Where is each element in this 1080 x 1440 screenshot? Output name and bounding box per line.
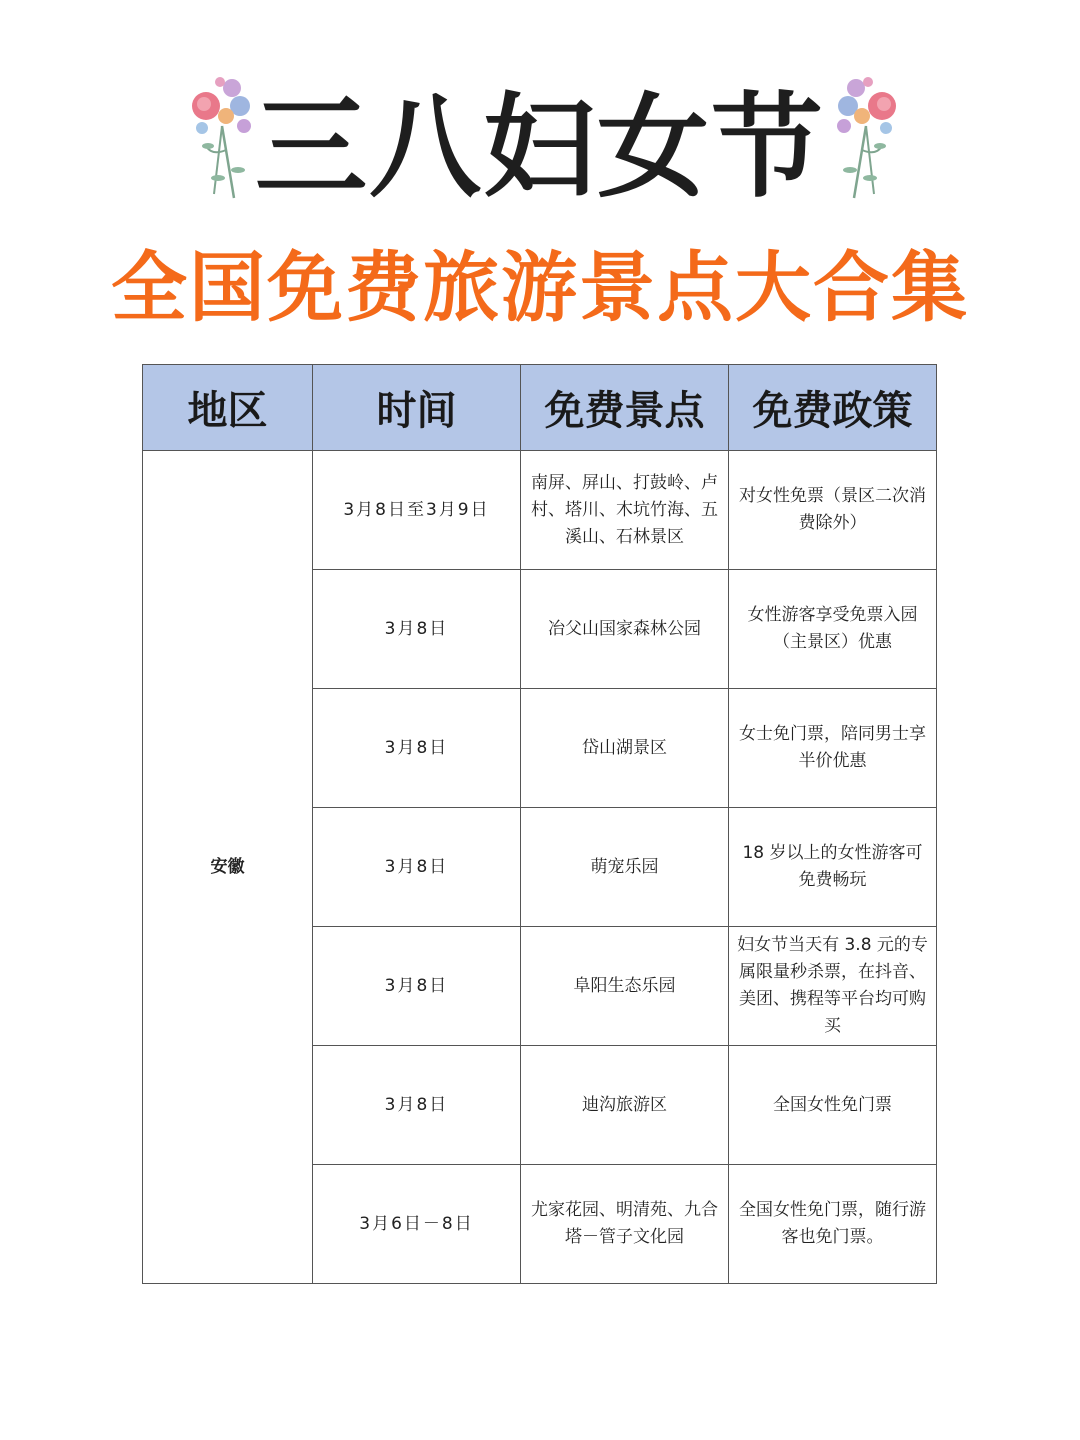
column-header-time: 时间 [313,365,521,451]
table-row [143,451,937,570]
spot-cell: 南屏、屏山、打鼓岭、卢村、塔川、木坑竹海、五溪山、石林景区 [521,451,729,570]
policy-cell: 女性游客享受免票入园（主景区）优惠 [729,570,937,689]
spot-cell: 岱山湖景区 [521,689,729,808]
free-attractions-table [142,364,937,1284]
policy-cell: 对女性免票（景区二次消费除外） [729,451,937,570]
spot-cell: 萌宠乐园 [521,808,729,927]
date-cell: 3月8日 [313,808,521,927]
spot-cell: 迪沟旅游区 [521,1046,729,1165]
column-header-region: 地区 [143,365,313,451]
date-cell: 3月8日 [313,927,521,1046]
policy-cell: 全国女性免门票，随行游客也免门票。 [729,1165,937,1284]
spot-cell: 阜阳生态乐园 [521,927,729,1046]
spot-cell: 冶父山国家森林公园 [521,570,729,689]
date-cell: 3月8日 [313,689,521,808]
spot-cell: 尤家花园、明清苑、九合塔－管子文化园 [521,1165,729,1284]
column-header-free-spot: 免费景点 [521,365,729,451]
table-header-row [143,365,937,451]
date-cell: 3月8日 [313,1046,521,1165]
date-cell: 3月6日－8日 [313,1165,521,1284]
policy-cell: 全国女性免门票 [729,1046,937,1165]
policy-cell: 女士免门票，陪同男士享半价优惠 [729,689,937,808]
column-header-free-policy: 免费政策 [729,365,937,451]
region-cell: 安徽 [143,451,313,1284]
policy-cell: 妇女节当天有 3.8 元的专属限量秒杀票，在抖音、美团、携程等平台均可购买 [729,927,937,1046]
date-cell: 3月8日 [313,570,521,689]
date-cell: 3月8日至3月9日 [313,451,521,570]
policy-cell: 18 岁以上的女性游客可免费畅玩 [729,808,937,927]
page-title: 三八妇女节 [255,82,825,213]
page-subtitle: 全国免费旅游景点大合集 [111,243,969,332]
